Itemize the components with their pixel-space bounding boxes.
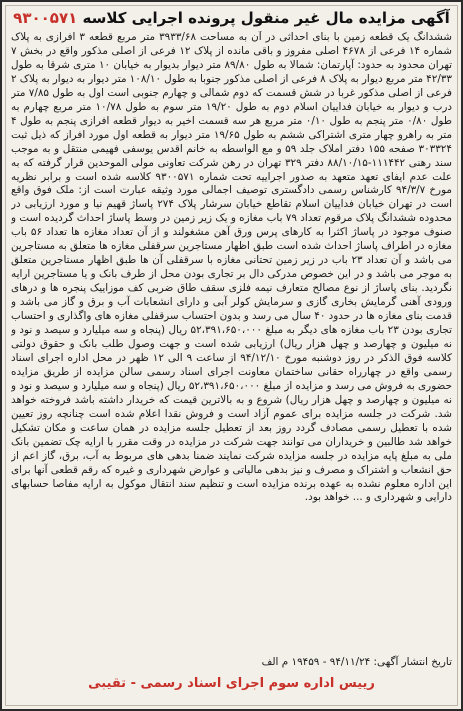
notice-body: ششدانگ یک قطعه زمین با بنای احداثی در آن به مساحت ۳۹۳۳/۶۸ متر مربع قطعه ۳ افرازی به پلاک شماره ۱۴ فرعی از ۴۶۷۸ اصلی مفروز و باقی مانده از پلاک ۱۲ فرعی از اصلی مذکور واقع در بخش ۷ تهران محدود به حدود: آپارتمان: شمالا به طول ۸۹/۸۰ متر دیوار بدیوار به خیابان ۱۰ متری شرقا به طول ۴۲/۳۳ متر مربع دیوار به پلاک ۸ فرعی از اصلی مذکور جنوبا به طول ۱۰۸/۱۰ متر دیوار به دیوار به پلاک ۲ فرعی از اصلی مذکور غربا در شش قسمت که دوم شمالی و چهارم جنوبی است اول به طول ۷/۸۵ متر درب و دیوار به خیابان فداییان اسلام دوم به طول ۱۹/۲۰ متر سوم به طول ۱۰/۷۸ متر مربع چهارم به طول ۰/۸۰ متر پنجم به طول ۰/۱۰ متر مربع هر سه قسمت اخیر به دیوار قطعه افرازی پنجم به طول ۴ متر به راهرو چهار متری اشتراکی ششم به طول ۱۹/۶۵ متر دیوار به قطعه اول مورد افراز که ذیل ثبت ۳۰۳۳۲۴ صفحه ۱۵۵ دفتر املاک جلد ۵۹ و مع الواسطه به خانم اقدس یوسفی فهیمی منتقل و به موجب سند رهنی ۱۱۱۴۴۲-۸۸/۱۰/۱۵ دفتر ۳۲۹ تهران در رهن شرکت تعاونی مولی الموحدین قرار گرفته که به علت عدم ایفای تعهد متعهد به صدور اجراییه تحت شماره ۹۳۰۰۵۷۱ کلاسه شده است و برابر نظریه مورخ ۹۴/۳/۷ کارشناس رسمی دادگستری توصیف اجمالی مورد وثیقه عبارت است از: ملک فوق واقع است در تهران خیابان فداییان اسلام تقاطع خیابان سرشار پلاک ۲۷۴ پاساژ قهیم نیا و مورد ارزیابی در محدوده ششدانگ پلاک مرقوم تعداد ۷۹ باب مغازه و یک زیر زمین در وسط پاساژ احداث گردیده است و صنوف موجود در پاساژ اکثرا به کارهای پرس ورق آهن مشغولند و از آن تعداد مغازه ها تعداد ۵۶ باب مغازه در اطراف پاساژ احداث شده است طبق اظهار مستاجرین سرقفلی مغازه ها متعلق به مستاجرین می باشد و آن تعداد ۲۳ باب در زیر زمین تحتانی مغازه با سرقفلی آن ها طبق اظهار مستاجرین متعلق به موجر می باشد و در این خصوص مدرکی دال بر تجاری بودن محل از طرف بانک و یا مستاجرین ارایه نگردید. بنای پاساژ از نوع مصالح متعارف نیمه فلزی سقف طاق ضربی کف موزاییک پنجره ها و درهای ورودی آهنی گرمایش بخاری گازی و سرمایش کولر آبی و دارای انشعابات آب و برق و گاز می باشد و قدمت بنای مغازه ها در حدود ۴۰ سال می رسد و بدون احتساب سرقفلی مغازه های واگذاری و احتساب تجاری بودن ۲۳ باب مغازه های دیگر به مبلغ ۵۲،۳۹۱،۶۵۰،۰۰۰ ریال (پنجاه و سه میلیارد و سیصد و نود و نه میلیون و چهارصد و چهل هزار ریال) ارزیابی شده است و جهت وصول طلب بانک و حقوق دولتی کلاسه فوق الذکر در روز دوشنبه مورخ ۹۴/۱۲/۱۰ از ساعت ۹ الی ۱۲ ظهر در محل اداره اجرای اسناد رسمی واقع در چهارراه حقانی ساختمان معاونت اجرای اسناد رسمی سالن مزایده از طریق مزایده حضوری به فروش می رسد و مزایده از مبلغ ۵۲،۳۹۱،۶۵۰،۰۰۰ ریال (پنجاه و سه میلیارد و سیصد و نود و نه میلیون و چهارصد و چهل هزار ریال) شروع و به بالاترین قیمت که خریدار داشته باشد فروخته خواهد شد. شرکت در جلسه مزایده برای عموم آزاد است و فروش نقدا اعلام شده است چنانچه روز تعیین شده با تعطیل رسمی مصادف گردد روز بعد از تعطیل جلسه مزایده در همان ساعت و مکان تشکیل خواهد شد طالبین و خریداران می توانند جهت شرکت در مزایده در وقت مقرر با ارایه چک تضمین بانک ملی به مبلغ پایه مزایده در جلسه مزایده شرکت نمایند ضمنا بدهی های مربوط به آب، برق، گاز اعم از حق انشعاب و اشتراک و مصرف و نیز بدهی مالیاتی و عوارض شهرداری و غیره که رقم قطعی آنها برای این اداره معلوم نشده به عهده برنده مزایده است و تنظیم سند انتقال موکول به ارایه مفاصا حسابهای دارایی و شهرداری و ... خواهد بود. — [11, 31, 452, 504]
notice-title-text: آگهی مزایده مال غیر منقول پرونده اجرایی کلاسه — [82, 9, 450, 27]
case-number: ۹۳۰۰۵۷۱ — [13, 9, 78, 27]
notice-title — [11, 9, 452, 28]
signature: رییس اداره سوم اجرای اسناد رسمی - تقیبی — [88, 676, 375, 691]
publish-date: تاریخ انتشار آگهی: ۹۴/۱۱/۲۴ - ۱۹۴۵۹ م الف — [261, 656, 452, 668]
